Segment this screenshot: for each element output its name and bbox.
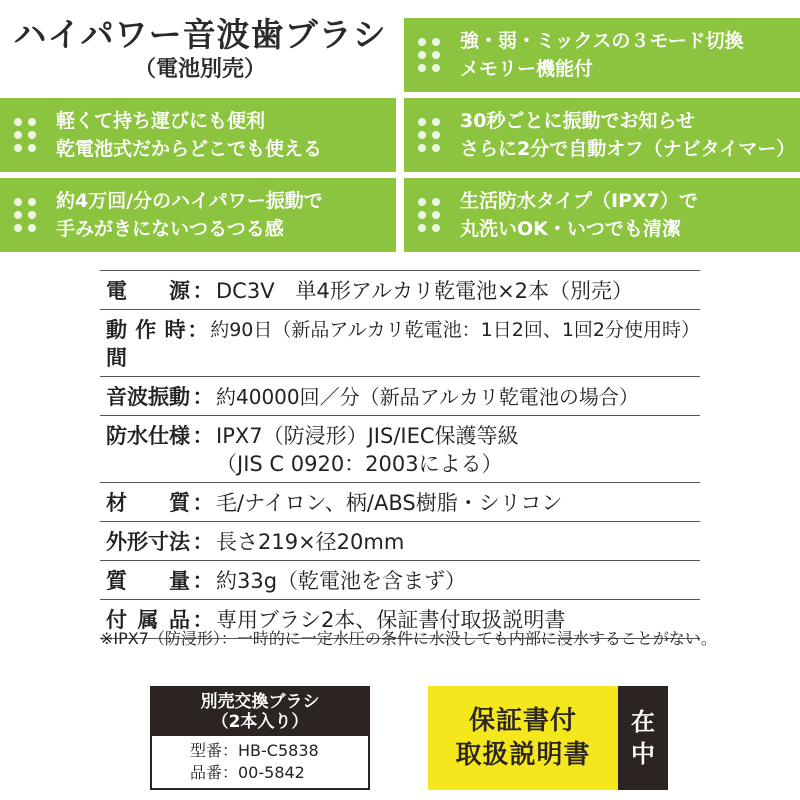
spec-row-power bbox=[100, 271, 700, 310]
spec-row-sonic-vibration bbox=[100, 377, 700, 416]
spec-value: 専用ブラシ2本、保証書付取扱説明書 bbox=[216, 608, 566, 632]
feature-text: 生活防水タイプ（IPX7）で 丸洗いOK・いつでも清潔 bbox=[460, 190, 698, 240]
spec-label: 電源 bbox=[106, 279, 190, 303]
spec-value: 毛/ナイロン、柄/ABS樹脂・シリコン bbox=[216, 491, 563, 515]
spec-label: 外形寸法 bbox=[106, 530, 190, 554]
feature-text: 強・弱・ミックスの３モード切換 メモリー機能付 bbox=[460, 30, 744, 80]
spec-row-material bbox=[100, 483, 700, 522]
replacement-brush-box bbox=[150, 686, 370, 790]
feature-text: 約4万回/分のハイパワー振動で 手みがきにないつるつる感 bbox=[56, 190, 323, 240]
spec-colon: ： bbox=[192, 608, 214, 632]
feature-waterproof bbox=[404, 178, 800, 252]
product-subtitle: （電池別売） bbox=[133, 57, 266, 82]
dot-grid-icon bbox=[14, 198, 44, 232]
spec-value: 約90日（新品アルカリ乾電池：1日2回、1回2分使用時） bbox=[210, 319, 700, 341]
model-number: 型番：HB-C5838 bbox=[190, 741, 319, 760]
spec-row-weight bbox=[100, 561, 700, 600]
spec-value: 長さ219×径20mm bbox=[216, 530, 405, 554]
product-title: ハイパワー音波歯ブラシ bbox=[13, 15, 387, 54]
spec-row-dimensions bbox=[100, 522, 700, 561]
spec-colon: ： bbox=[192, 385, 214, 409]
spec-row-operating-time bbox=[100, 310, 700, 377]
spec-label: 材質 bbox=[106, 491, 190, 515]
warranty-enclosed-label: 在 中 bbox=[618, 686, 668, 790]
spec-table bbox=[100, 270, 700, 639]
spec-colon: ： bbox=[192, 491, 214, 515]
replacement-brush-header bbox=[152, 688, 368, 736]
spec-colon: ： bbox=[192, 530, 214, 554]
spec-value: 約33g（乾電池を含まず） bbox=[216, 569, 467, 593]
feature-text: 軽くて持ち運びにも便利 乾電池式だからどこでも使える bbox=[56, 110, 323, 160]
spec-label: 付属品 bbox=[106, 608, 190, 632]
dot-grid-icon bbox=[418, 38, 448, 72]
footnote: ※IPX7（防浸形）：一時的に一定水圧の条件に水没しても内部に浸水することがない。 bbox=[100, 629, 717, 648]
spec-value: IPX7（防浸形）JIS/IEC保護等級 （JIS C 0920：2003による） bbox=[216, 424, 519, 476]
warranty-main: 保証書付 取扱説明書 bbox=[428, 686, 618, 790]
spec-colon: ： bbox=[192, 569, 214, 593]
feature-timer bbox=[404, 98, 800, 172]
spec-value: 約40000回／分（新品アルカリ乾電池の場合） bbox=[216, 385, 639, 409]
replacement-brush-subtitle: （2本入り） bbox=[211, 712, 309, 732]
replacement-brush-info bbox=[152, 736, 368, 784]
feature-portable bbox=[0, 98, 396, 172]
feature-text: 30秒ごとに振動でお知らせ さらに2分で自動オフ（ナビタイマー） bbox=[460, 110, 796, 160]
spec-colon: ： bbox=[192, 279, 214, 303]
dot-grid-icon bbox=[14, 118, 44, 152]
product-title-block bbox=[0, 14, 400, 84]
replacement-brush-title: 別売交換ブラシ bbox=[200, 692, 320, 712]
item-number: 品番：00-5842 bbox=[190, 763, 305, 782]
feature-mode-switch bbox=[404, 18, 800, 92]
spec-label: 質量 bbox=[106, 569, 190, 593]
spec-label: 防水仕様 bbox=[106, 424, 190, 448]
dot-grid-icon bbox=[418, 118, 448, 152]
spec-value: DC3V 単4形アルカリ乾電池×2本（別売） bbox=[216, 279, 634, 303]
warranty-badge bbox=[428, 686, 668, 790]
spec-row-waterproof bbox=[100, 416, 700, 483]
feature-vibration bbox=[0, 178, 396, 252]
spec-colon: ： bbox=[192, 424, 214, 448]
spec-colon: ： bbox=[187, 318, 209, 342]
spec-label: 動作時間 bbox=[106, 318, 186, 370]
dot-grid-icon bbox=[418, 198, 448, 232]
spec-label: 音波振動 bbox=[106, 385, 190, 409]
